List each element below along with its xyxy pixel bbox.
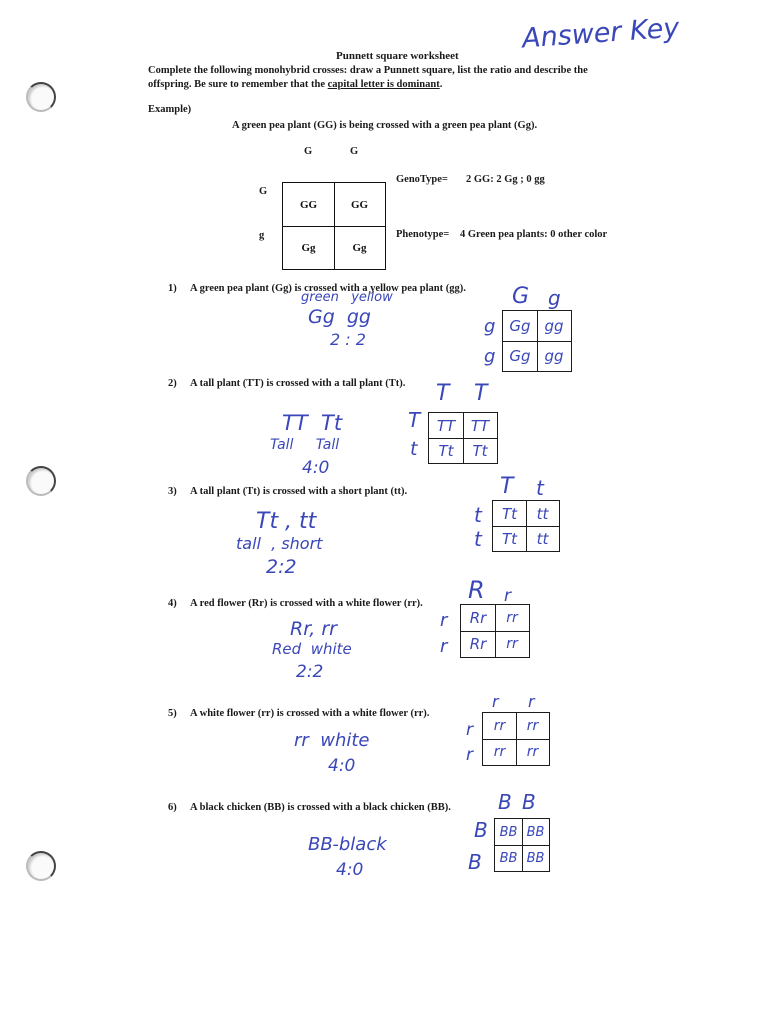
punnett-cell: rr: [506, 636, 518, 652]
example-punnett-square: [282, 182, 386, 270]
col-allele: B: [498, 790, 512, 814]
instructions-emphasis: capital letter is dominant: [327, 79, 440, 90]
punnett-cell: Gg: [509, 317, 531, 335]
example-cell: Gg: [301, 241, 316, 254]
col-allele: r: [528, 692, 535, 711]
answer-phenotype: rr white: [294, 730, 370, 751]
punnett-cell: BB: [526, 824, 545, 840]
answer-phenotype-words: tall , short: [236, 534, 323, 553]
punnett-cell: Rr: [469, 609, 487, 627]
row-allele: t: [474, 503, 482, 527]
problem-prompt: A green pea plant (Gg) is crossed with a yellow pea plant (gg).: [190, 283, 466, 294]
binder-hole-bottom: [26, 851, 56, 881]
col-allele: R: [468, 576, 485, 604]
example-label: Example): [148, 104, 192, 115]
answer-genotypes: Tt , tt: [256, 509, 317, 534]
answer-ratio: 4:0: [328, 756, 356, 776]
row-allele: g: [484, 316, 496, 337]
problem-number: 6): [168, 802, 177, 813]
punnett-cell: Tt: [501, 504, 518, 523]
col-allele: T: [474, 381, 488, 406]
punnett-square-3: [492, 500, 560, 552]
row-allele: T: [408, 408, 421, 432]
punnett-square-1: [502, 310, 572, 372]
example-prompt: A green pea plant (GG) is being crossed with a green pea plant (Gg).: [232, 120, 538, 131]
punnett-cell: TT: [436, 416, 456, 435]
example-col-allele-2: G: [350, 146, 359, 157]
answer-phenotype-words: Red white: [272, 640, 352, 658]
col-allele: G: [512, 284, 530, 309]
answer-ratio: 4:0: [302, 458, 330, 478]
problem-prompt: A white flower (rr) is crossed with a white flower (rr).: [190, 708, 430, 719]
col-allele: t: [536, 476, 544, 500]
punnett-cell: gg: [544, 347, 564, 365]
punnett-cell: TT: [470, 416, 490, 435]
example-row-allele-2: g: [259, 230, 265, 241]
example-col-allele-1: G: [304, 146, 313, 157]
answer-key-annotation: Answer Key: [521, 12, 681, 55]
problem-number: 3): [168, 486, 177, 497]
answer-phenotype-words: Tall Tall: [270, 437, 340, 453]
punnett-cell: BB: [499, 850, 518, 866]
punnett-cell: Gg: [509, 347, 531, 365]
answer-genotypes: TT Tt: [282, 411, 343, 435]
problem-number: 4): [168, 598, 177, 609]
answer-phenotype-words: green yellow: [301, 290, 393, 305]
punnett-cell: Tt: [438, 441, 454, 460]
punnett-cell: Tt: [472, 441, 488, 460]
punnett-cell: rr: [493, 718, 506, 734]
page-title: Punnett square worksheet: [336, 50, 459, 62]
row-allele: B: [468, 850, 482, 874]
punnett-cell: rr: [526, 744, 539, 760]
binder-hole-top: [26, 82, 56, 112]
instructions-text: offspring. Be sure to remember that the: [148, 79, 328, 90]
punnett-cell: tt: [536, 504, 549, 523]
example-cell: GG: [299, 198, 318, 211]
problem-number: 5): [168, 708, 177, 719]
binder-hole-middle: [26, 466, 56, 496]
col-allele: T: [436, 381, 450, 406]
col-allele: g: [548, 286, 561, 310]
example-cell: Gg: [352, 241, 367, 254]
answer-ratio: 4:0: [336, 860, 364, 880]
problem-prompt: A black chicken (BB) is crossed with a black chicken (BB).: [190, 802, 451, 813]
row-allele: r: [466, 745, 473, 765]
punnett-cell: tt: [536, 529, 549, 548]
row-allele: r: [440, 636, 448, 657]
problem-number: 1): [168, 283, 177, 294]
example-row-allele-1: G: [259, 186, 268, 197]
answer-ratio: 2 : 2: [330, 330, 366, 349]
phenotype-value: 4 Green pea plants: 0 other color: [460, 229, 608, 240]
phenotype-label: Phenotype=: [396, 229, 450, 240]
answer-genotypes: Rr, rr: [290, 618, 337, 640]
row-allele: t: [410, 438, 418, 460]
col-allele: r: [504, 586, 511, 606]
punnett-square-6: [494, 818, 550, 872]
row-allele: t: [474, 527, 482, 551]
answer-genotype-phenotype: BB-black: [308, 834, 387, 855]
punnett-cell: rr: [526, 718, 539, 734]
col-allele: r: [492, 692, 499, 711]
punnett-cell: BB: [526, 850, 545, 866]
punnett-square-5: [482, 712, 550, 766]
problem-prompt: A red flower (Rr) is crossed with a white flower (rr).: [190, 598, 423, 609]
problem-prompt: A tall plant (TT) is crossed with a tall plant (Tt).: [190, 378, 406, 389]
punnett-cell: rr: [493, 744, 506, 760]
punnett-cell: Rr: [469, 635, 487, 653]
instructions-line-1: Complete the following monohybrid crosses: draw a Punnett square, list the ratio and describe the: [148, 65, 588, 76]
punnett-square-2: [428, 412, 498, 464]
genotype-label: GenoType=: [396, 174, 448, 185]
problem-number: 2): [168, 378, 177, 389]
row-allele: r: [440, 610, 448, 631]
problem-prompt: A tall plant (Tt) is crossed with a short plant (tt).: [190, 486, 408, 497]
punnett-cell: Tt: [501, 529, 518, 548]
row-allele: g: [484, 346, 496, 367]
punnett-cell: BB: [499, 824, 518, 840]
col-allele: B: [522, 790, 536, 814]
example-cell: GG: [350, 198, 369, 211]
row-allele: B: [474, 818, 488, 842]
col-allele: T: [500, 474, 514, 499]
answer-genotypes: Gg gg: [308, 306, 371, 328]
genotype-value: 2 GG: 2 Gg ; 0 gg: [466, 174, 545, 185]
punnett-cell: gg: [544, 317, 564, 335]
punnett-square-4: [460, 604, 530, 658]
instructions-period: .: [439, 79, 443, 90]
instructions-line-2: [148, 78, 442, 92]
row-allele: r: [466, 720, 473, 740]
answer-ratio: 2:2: [266, 556, 297, 578]
punnett-cell: rr: [506, 610, 518, 626]
answer-ratio: 2:2: [296, 662, 324, 682]
